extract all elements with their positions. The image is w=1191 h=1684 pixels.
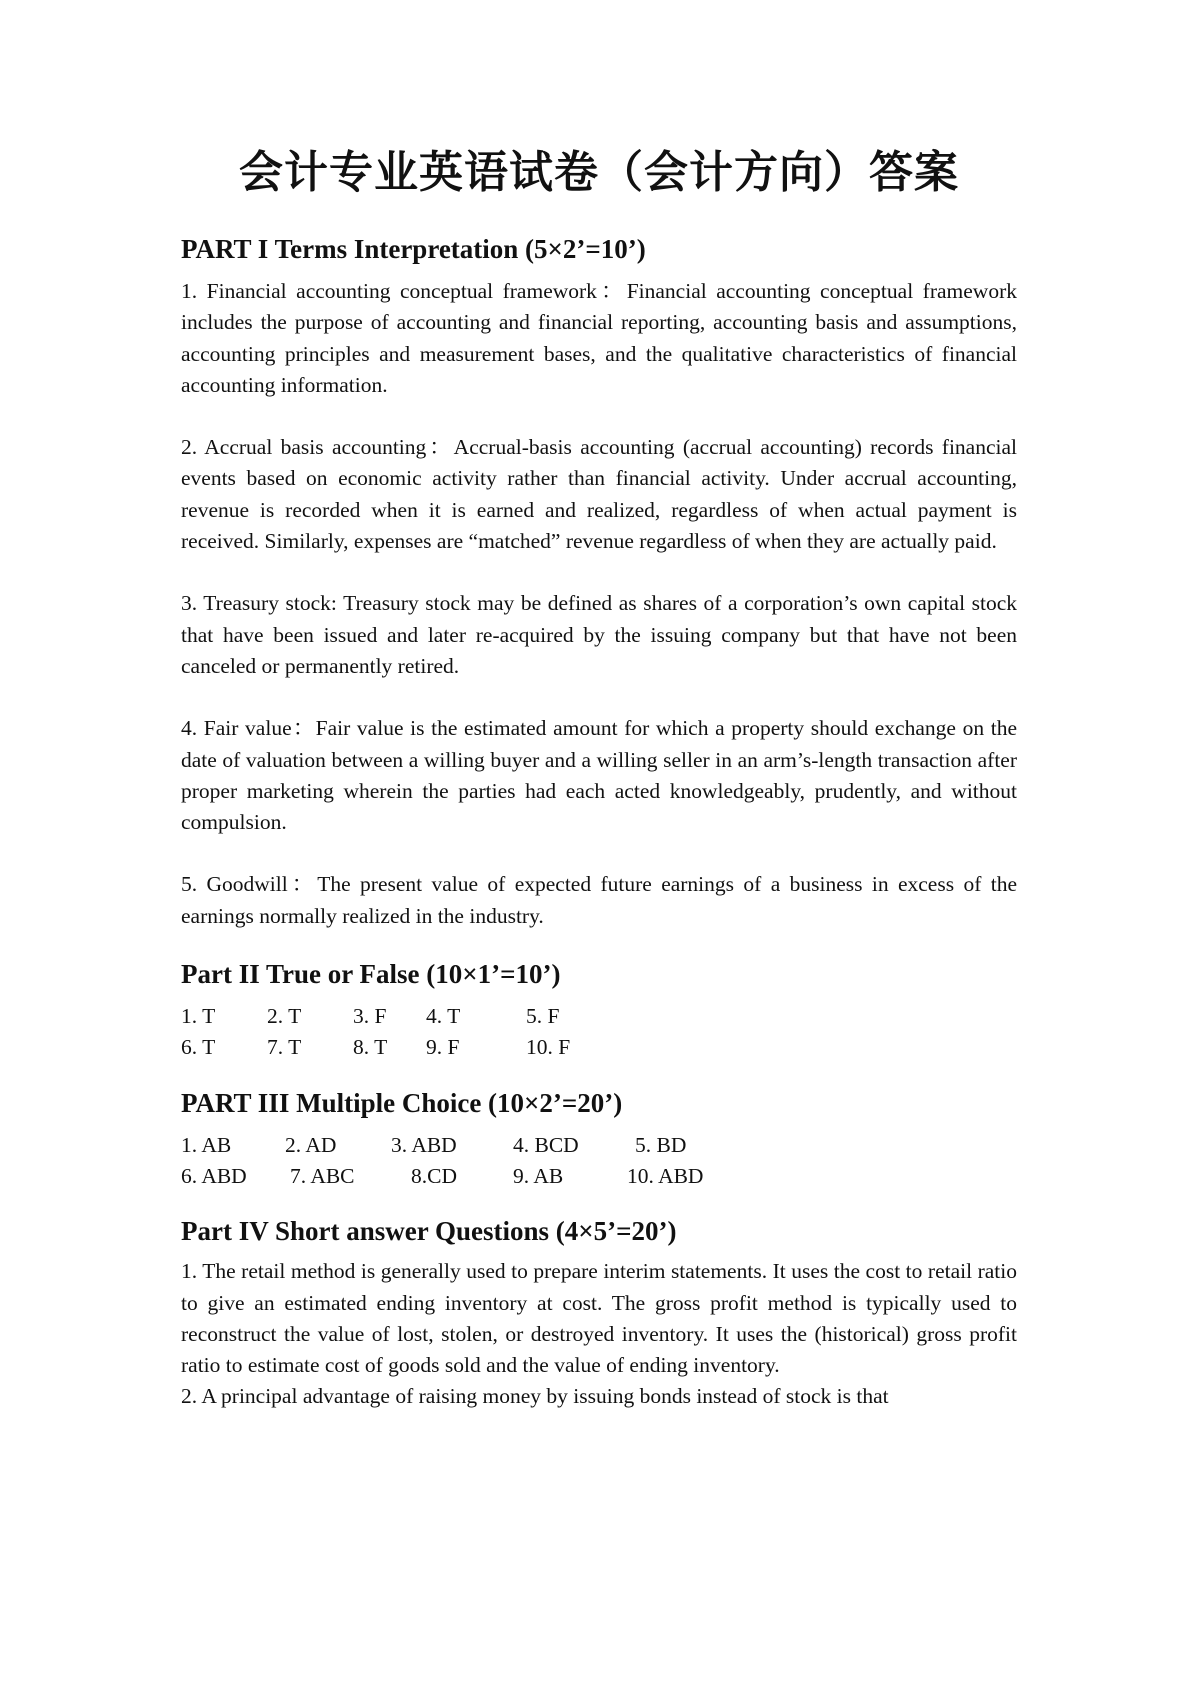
answer-item: 4. BCD <box>513 1132 579 1157</box>
part1-item-2: 2. Accrual basis accounting：Accrual-basis accounting (accrual accounting) records financial events based on economic activity rather than financial activity. Under accrual accounting, revenue is recorded when it is earned and realized, regardless of when actual payment is received. Similarly, expenses are “matched” revenue regardless of when they are actually paid. <box>181 435 1017 554</box>
answer-item: 2. T <box>267 1004 302 1029</box>
answer-item: 2. AD <box>285 1132 337 1157</box>
answer-item: 7. ABC <box>290 1163 355 1188</box>
answer-item: 3. F <box>353 1004 387 1029</box>
answer-item: 6. ABD <box>181 1163 247 1188</box>
answer-item: 8. T <box>353 1035 388 1060</box>
answer-item: 7. T <box>267 1035 302 1060</box>
answer-row <box>181 1130 1017 1161</box>
answer-row <box>181 1161 1017 1192</box>
answer-row <box>181 1032 1017 1063</box>
part1-heading: PART I Terms Interpretation (5×2’=10’) <box>181 234 646 264</box>
part2-heading: Part II True or False (10×1’=10’) <box>181 959 561 990</box>
answer-item: 5. F <box>526 1004 560 1029</box>
answer-item: 10. ABD <box>627 1163 704 1188</box>
multiple-choice-answers <box>181 1130 1017 1193</box>
document-title: 会计专业英语试卷（会计方向）答案 <box>239 147 959 198</box>
part1-item-3: 3. Treasury stock: Treasury stock may be defined as shares of a corporation’s own capital stock that have been issued and later re-acquired by the issuing company but that have not been canceled or permanently retired. <box>181 591 1017 678</box>
answer-item: 9. AB <box>513 1163 564 1188</box>
part1-item-4: 4. Fair value：Fair value is the estimated amount for which a property should exchange on the date of valuation between a willing buyer and a willing seller in an arm’s-length transaction after proper marketing wherein the parties had each acted knowledgeably, prudently, and without compulsion. <box>181 716 1017 835</box>
document-page <box>181 0 1017 1413</box>
true-false-answers <box>181 1001 1017 1064</box>
answer-item: 6. T <box>181 1035 216 1060</box>
answer-item: 8.CD <box>411 1163 457 1188</box>
answer-item: 1. AB <box>181 1132 232 1157</box>
part3-heading: PART III Multiple Choice (10×2’=20’) <box>181 1087 623 1118</box>
part4-heading: Part IV Short answer Questions (4×5’=20’) <box>181 1216 677 1247</box>
answer-item: 4. T <box>426 1004 461 1029</box>
answer-item: 5. BD <box>635 1132 687 1157</box>
answer-item: 9. F <box>426 1035 460 1060</box>
answer-item: 1. T <box>181 1004 216 1029</box>
part4-item-2: 2. A principal advantage of raising money by issuing bonds instead of stock is that <box>181 1384 889 1409</box>
part4-item-1: 1. The retail method is generally used to prepare interim statements. It uses the cost to retail ratio to give an estimated ending inventory at cost. The gross profit method is typically used to reconstruct the value of lost, stolen, or destroyed inventory. It uses the (historical) gross profit ratio to estimate cost of goods sold and the value of ending inventory. <box>181 1259 1017 1378</box>
answer-item: 3. ABD <box>391 1132 457 1157</box>
answer-item: 10. F <box>526 1035 571 1060</box>
answer-row <box>181 1001 1017 1032</box>
part1-item-1: 1. Financial accounting conceptual framework：Financial accounting conceptual framework includes the purpose of accounting and financial reporting, accounting basis and assumptions, accounting principles and measurement bases, and the qualitative characteristics of financial accounting information. <box>181 279 1017 397</box>
part1-item-5: 5. Goodwill：The present value of expected future earnings of a business in excess of the earnings normally realized in the industry. <box>181 872 1017 928</box>
